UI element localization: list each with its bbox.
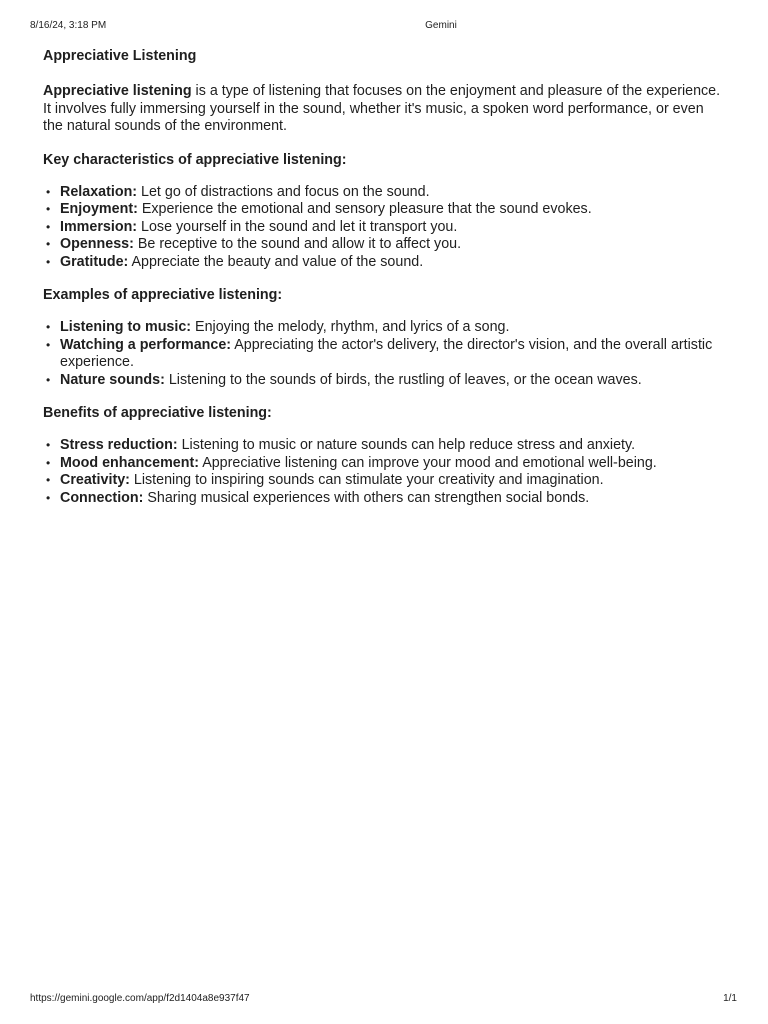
item-text: Appreciative listening can improve your mood and emotional well-being. xyxy=(199,454,657,471)
bullet-icon: • xyxy=(46,337,51,352)
bullet-icon: • xyxy=(46,455,51,470)
section-heading-characteristics: Key characteristics of appreciative listening: xyxy=(43,151,347,168)
item-text: Experience the emotional and sensory pleasure that the sound evokes. xyxy=(137,201,592,217)
list-item xyxy=(46,236,723,254)
bullet-icon: • xyxy=(46,202,51,216)
item-term: Mood enhancement: xyxy=(60,454,200,471)
item-term: Listening to music: xyxy=(60,319,192,335)
item-term: Immersion: xyxy=(60,218,138,235)
examples-list xyxy=(43,319,723,389)
document-title: Appreciative Listening xyxy=(43,48,197,64)
bullet-icon: • xyxy=(46,254,51,269)
item-term: Openness: xyxy=(60,236,134,252)
bullet-icon: • xyxy=(46,237,51,251)
print-footer-url[interactable]: https://gemini.google.com/app/f2d1404a8e937f47 xyxy=(30,993,250,1004)
bullet-icon: • xyxy=(46,473,51,487)
item-term: Enjoyment: xyxy=(60,201,138,217)
item-term: Stress reduction: xyxy=(60,437,178,453)
item-term: Relaxation: xyxy=(60,183,138,200)
item-text: Lose yourself in the sound and let it transport you. xyxy=(137,218,458,235)
list-item xyxy=(46,489,723,508)
item-text: Be receptive to the sound and allow it to affect you. xyxy=(133,236,462,252)
list-item xyxy=(46,454,723,473)
item-term: Watching a performance: xyxy=(60,336,232,353)
section-heading-benefits: Benefits of appreciative listening: xyxy=(43,405,272,421)
bullet-icon: • xyxy=(46,184,51,199)
list-item xyxy=(46,336,723,372)
item-text: Listening to music or nature sounds can help reduce stress and anxiety. xyxy=(177,437,636,453)
item-text: Let go of distractions and focus on the sound. xyxy=(137,183,430,200)
list-item xyxy=(46,472,723,490)
list-item xyxy=(46,371,723,390)
list-item xyxy=(46,253,723,272)
item-term: Creativity: xyxy=(60,472,130,488)
item-text: Sharing musical experiences with others can strengthen social bonds. xyxy=(143,489,590,506)
characteristics-list xyxy=(43,184,723,272)
item-term: Gratitude: xyxy=(60,253,129,270)
list-item xyxy=(46,201,723,219)
intro-paragraph xyxy=(43,83,723,136)
bullet-icon: • xyxy=(46,490,51,505)
print-header-title: Gemini xyxy=(425,20,457,31)
intro-bold-term: Appreciative listening xyxy=(43,83,192,99)
list-item xyxy=(46,319,723,337)
print-footer-page-number: 1/1 xyxy=(723,993,737,1004)
benefits-list xyxy=(43,437,723,507)
bullet-icon: • xyxy=(46,438,51,452)
list-item xyxy=(46,437,723,455)
bullet-icon: • xyxy=(46,320,51,334)
item-text: Listening to inspiring sounds can stimulate your creativity and imagination. xyxy=(129,472,604,488)
item-term: Connection: xyxy=(60,489,144,506)
list-item xyxy=(46,218,723,237)
intro-text: is a type of listening that focuses on the enjoyment and pleasure of the experience. It involves fully immersing yourself in the sound, whether it's music, a spoken word performance, or even the natural sounds of the environment. xyxy=(43,83,721,134)
section-heading-examples: Examples of appreciative listening: xyxy=(43,287,283,303)
print-header-datetime: 8/16/24, 3:18 PM xyxy=(30,20,107,31)
item-text: Enjoying the melody, rhythm, and lyrics of a song. xyxy=(191,319,510,335)
document-body xyxy=(43,46,723,522)
item-text: Listening to the sounds of birds, the rustling of leaves, or the ocean waves. xyxy=(164,371,642,388)
item-term: Nature sounds: xyxy=(60,371,165,388)
list-item xyxy=(46,183,723,202)
bullet-icon: • xyxy=(46,219,51,234)
item-text: Appreciating the actor's delivery, the director's vision, and the overall artistic experience. xyxy=(60,336,713,370)
bullet-icon: • xyxy=(46,372,51,387)
item-text: Appreciate the beauty and value of the sound. xyxy=(128,253,424,270)
